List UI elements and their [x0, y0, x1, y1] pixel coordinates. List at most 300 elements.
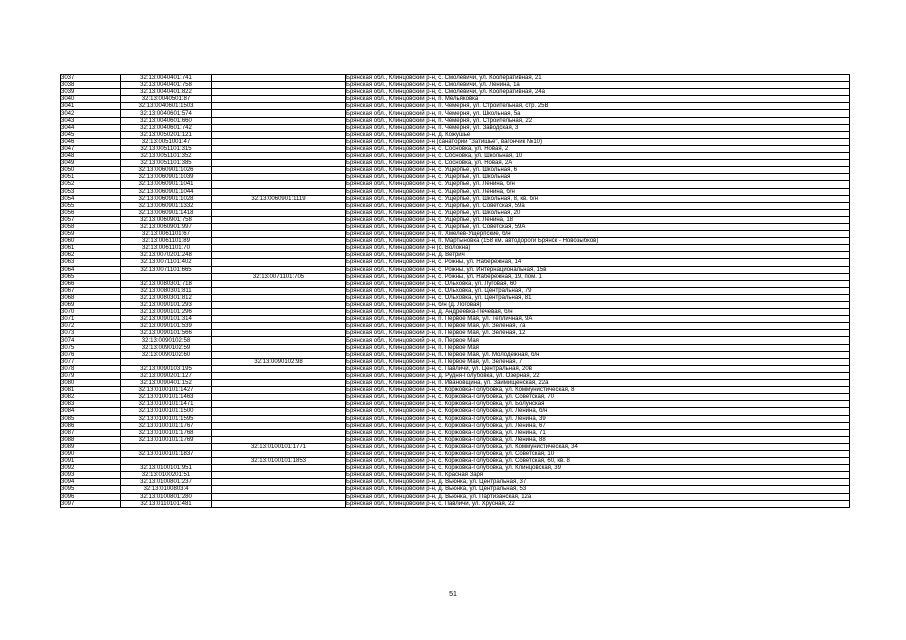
address-cell: Брянская обл., Клинцовский р-н, с. Сосновка, ул. Школьная, 10 [346, 153, 850, 160]
table-row [61, 472, 850, 479]
address-cell: Брянская обл., Клинцовский р-н, с. Коржовка-Голубовка, ул. Советская, 70 [346, 394, 850, 401]
address-cell: Брянская обл., Клинцовский р-н, с. Коржовка-Голубовка, ул. Болунская [346, 401, 850, 408]
object-cadastral-number-cell [212, 280, 346, 287]
object-cadastral-number-cell [212, 500, 346, 507]
table-row [61, 337, 850, 344]
object-cadastral-number-cell [212, 422, 346, 429]
row-number-cell: 3040 [61, 96, 121, 103]
row-number-cell: 3088 [61, 436, 121, 443]
cadastral-number-cell [121, 458, 212, 465]
object-cadastral-number-cell [212, 302, 346, 309]
address-cell: Брянская обл., Клинцовский р-н, с. Коржовка-Голубовка, ул. Ленина, 39 [346, 415, 850, 422]
table-row [61, 465, 850, 472]
table-row [61, 153, 850, 160]
address-cell: Брянская обл., Клинцовский р-н, с. Ольховка, ул. Центральная, 81 [346, 294, 850, 301]
object-cadastral-number-cell [212, 238, 346, 245]
table-row [61, 273, 850, 280]
table-row [61, 202, 850, 209]
row-number-cell: 3077 [61, 358, 121, 365]
table-row [61, 323, 850, 330]
cadastral-number-cell: 32:13:0090101:566 [121, 330, 212, 337]
cadastral-number-cell [121, 358, 212, 365]
object-cadastral-number-cell [212, 188, 346, 195]
table-row [61, 124, 850, 131]
table-row [61, 174, 850, 181]
table-row [61, 429, 850, 436]
address-cell: Брянская обл., Клинцовский р-н, п. Хмелев-Ущерпские, б/н [346, 231, 850, 238]
table-row [61, 280, 850, 287]
table-row [61, 287, 850, 294]
cadastral-number-cell: 32:13:0071101:665 [121, 266, 212, 273]
object-cadastral-number-cell [212, 351, 346, 358]
address-cell: Брянская обл., Клинцовский р-н, с. Ущерпье, ул. Ленина, 18 [346, 216, 850, 223]
address-cell: Брянская обл., Клинцовский р-н, с. Ущерпье, ул. Советская, 59А [346, 223, 850, 230]
row-number-cell: 3092 [61, 465, 121, 472]
object-cadastral-number-cell [212, 96, 346, 103]
cadastral-number-cell [121, 273, 212, 280]
cadastral-number-cell: 32:13:0090103:195 [121, 365, 212, 372]
row-number-cell: 3061 [61, 245, 121, 252]
object-cadastral-number-cell [212, 429, 346, 436]
row-number-cell: 3066 [61, 280, 121, 287]
object-cadastral-number-cell [212, 316, 346, 323]
row-number-cell: 3083 [61, 401, 121, 408]
object-cadastral-number-cell [212, 266, 346, 273]
address-cell: Брянская обл., Клинцовский р-н, д. Рудня-Голубовка, ул. Озерная, 22 [346, 372, 850, 379]
address-cell: Брянская обл., Клинцовский р-н, с. Смолевичи, ул. Кооперативная, 24а [346, 89, 850, 96]
address-cell: Брянская обл., Клинцовский р-н, п. Первое Мая, ул. Зеленая, 7 [346, 358, 850, 365]
table-row [61, 436, 850, 443]
row-number-cell: 3080 [61, 380, 121, 387]
table-row [61, 365, 850, 372]
cadastral-number-cell: 32:13:0090102:58 [121, 337, 212, 344]
table-row [61, 358, 850, 365]
address-cell: Брянская обл., Клинцовский р-н, с. Ольховка, ул. Луговая, 60 [346, 280, 850, 287]
cadastral-number-cell: 32:13:0071101:402 [121, 259, 212, 266]
object-cadastral-number-cell [212, 153, 346, 160]
cadastral-number-cell: 32:13:0050201:121 [121, 131, 212, 138]
table-row [61, 96, 850, 103]
row-number-cell: 3078 [61, 365, 121, 372]
address-cell: Брянская обл., Клинцовский р-н, д. Андреевка-Печевая, б/н [346, 309, 850, 316]
object-cadastral-number-cell [212, 223, 346, 230]
cadastral-number-cell: 32:13:0100101:1595 [121, 415, 212, 422]
address-cell: Брянская обл., Клинцовский р-н, п. Чемерня, ул. Заводская, 3 [346, 124, 850, 131]
address-cell: Брянская обл., Клинцовский р-н, с. Ущерпье, ул. Школьная [346, 174, 850, 181]
address-cell: Брянская обл., Клинцовский р-н (санаторий "Затишье", вагончик №10) [346, 138, 850, 145]
row-number-cell: 3046 [61, 138, 121, 145]
cadastral-number-cell: 32:13:0090101:296 [121, 309, 212, 316]
object-cadastral-number-cell: 32:13:0090102:98 [212, 358, 346, 365]
table-row [61, 216, 850, 223]
address-cell: Брянская обл., Клинцовский р-н, д. Кожушье [346, 131, 850, 138]
row-number-cell: 3072 [61, 323, 121, 330]
row-number-cell: 3082 [61, 394, 121, 401]
cadastral-number-cell: 32:13:0090102:59 [121, 344, 212, 351]
cadastral-number-cell: 32:13:0100101:1769 [121, 436, 212, 443]
cadastral-number-cell: 32:13:0061101:67 [121, 231, 212, 238]
row-number-cell: 3085 [61, 415, 121, 422]
cadastral-number-cell: 32:13:0061101:89 [121, 238, 212, 245]
address-cell: Брянская обл., Клинцовский р-н, п. Первое Мая, ул. Зеленая, 7а [346, 323, 850, 330]
address-cell: Брянская обл., Клинцовский р-н, б/н (д. Логовая) [346, 302, 850, 309]
table-row [61, 443, 850, 450]
address-cell: Брянская обл., Клинцовский р-н, с. Павличи, ул. Центральная, 20в [346, 365, 850, 372]
object-cadastral-number-cell [212, 216, 346, 223]
cadastral-number-cell: 32:13:0100201:51 [121, 472, 212, 479]
cadastral-number-cell: 32:13:0070201:248 [121, 252, 212, 259]
table-row [61, 401, 850, 408]
address-cell: Брянская обл., Клинцовский р-н, п. Чемерня, ул. Строительная, 22 [346, 117, 850, 124]
address-cell: Брянская обл., Клинцовский р-н, д. Вьюнка, ул. Центральная, 53 [346, 486, 850, 493]
cadastral-number-cell: 32:13:0090101:314 [121, 316, 212, 323]
row-number-cell: 3051 [61, 174, 121, 181]
object-cadastral-number-cell [212, 380, 346, 387]
table-row [61, 138, 850, 145]
row-number-cell: 3050 [61, 167, 121, 174]
cadastral-number-cell: 32:13:0060901:1039 [121, 174, 212, 181]
row-number-cell: 3070 [61, 309, 121, 316]
cadastral-number-cell: 32:13:0090401:152 [121, 380, 212, 387]
address-cell: Брянская обл., Клинцовский р-н, п. Мартыновка (158 км. автодороги Брянск - Новозыбков) [346, 238, 850, 245]
object-cadastral-number-cell [212, 372, 346, 379]
row-number-cell: 3065 [61, 273, 121, 280]
row-number-cell: 3037 [61, 75, 121, 82]
object-cadastral-number-cell [212, 294, 346, 301]
table-row [61, 188, 850, 195]
object-cadastral-number-cell [212, 103, 346, 110]
cadastral-number-cell: 32:13:0040401:741 [121, 75, 212, 82]
address-cell: Брянская обл., Клинцовский р-н, с. Коржовка-Голубовка, ул. Клинцовская, 39 [346, 465, 850, 472]
row-number-cell: 3045 [61, 131, 121, 138]
table-row [61, 75, 850, 82]
cadastral-number-cell: 32:13:0090101:539 [121, 323, 212, 330]
cadastral-number-cell: 32:13:0040601:660 [121, 117, 212, 124]
row-number-cell: 3058 [61, 223, 121, 230]
cadastral-number-cell: 32:13:0040601:1503 [121, 103, 212, 110]
row-number-cell: 3071 [61, 316, 121, 323]
address-cell: Брянская обл., Клинцовский р-н, п. Ивановщина, ул. Займищенская, 22а [346, 380, 850, 387]
address-cell: Брянская обл., Клинцовский р-н, с. Коржовка-Голубовка, ул. Ленина, б/н [346, 408, 850, 415]
row-number-cell: 3063 [61, 259, 121, 266]
table-row [61, 181, 850, 188]
cadastral-number-cell: 32:13:0090201:127 [121, 372, 212, 379]
cadastral-number-cell: 32:13:0100101:951 [121, 465, 212, 472]
cadastral-number-cell: 32:13:0100803:4 [121, 486, 212, 493]
object-cadastral-number-cell [212, 337, 346, 344]
registry-table-body [61, 75, 850, 508]
row-number-cell: 3057 [61, 216, 121, 223]
object-cadastral-number-cell [212, 287, 346, 294]
cadastral-number-cell: 32:13:0080301:811 [121, 287, 212, 294]
object-cadastral-number-cell [212, 160, 346, 167]
object-cadastral-number-cell [212, 82, 346, 89]
cadastral-number-cell: 32:13:0051101:385 [121, 160, 212, 167]
table-row [61, 195, 850, 202]
object-cadastral-number-cell [212, 174, 346, 181]
table-row [61, 415, 850, 422]
object-cadastral-number-cell: 32:13:0060901:1119 [212, 195, 346, 202]
object-cadastral-number-cell [212, 436, 346, 443]
row-number-cell: 3059 [61, 231, 121, 238]
cadastral-number-cell: 32:13:0100801:280 [121, 493, 212, 500]
table-row [61, 252, 850, 259]
row-number-cell: 3091 [61, 458, 121, 465]
address-cell: Брянская обл., Клинцовский р-н, д. Вьюнка, ул. Партизанская, 12а [346, 493, 850, 500]
address-cell: Брянская обл., Клинцовский р-н, с. Коржовка-Голубовка, ул. Советская, 60, кв. 8 [346, 458, 850, 465]
row-number-cell: 3093 [61, 472, 121, 479]
address-cell: Брянская обл., Клинцовский р-н, п. Первое Мая [346, 337, 850, 344]
row-number-cell: 3064 [61, 266, 121, 273]
address-cell: Брянская обл., Клинцовский р-н, п. Красная Заря [346, 472, 850, 479]
address-cell: Брянская обл., Клинцовский р-н, с. Рожны, ул. Набережная, 14 [346, 259, 850, 266]
row-number-cell: 3074 [61, 337, 121, 344]
cadastral-number-cell: 32:13:0090102:60 [121, 351, 212, 358]
table-row [61, 103, 850, 110]
address-cell: Брянская обл., Клинцовский р-н, д. Вьюнка, ул. Центральная, 37 [346, 479, 850, 486]
object-cadastral-number-cell [212, 209, 346, 216]
table-row [61, 394, 850, 401]
address-cell: Брянская обл., Клинцовский р-н, с. Сосновка, ул. Новая, 2А [346, 160, 850, 167]
table-row [61, 450, 850, 457]
table-row [61, 117, 850, 124]
cadastral-number-cell [121, 443, 212, 450]
row-number-cell: 3052 [61, 181, 121, 188]
object-cadastral-number-cell [212, 330, 346, 337]
object-cadastral-number-cell [212, 117, 346, 124]
object-cadastral-number-cell [212, 110, 346, 117]
address-cell: Брянская обл., Клинцовский р-н, п. Первое Мая [346, 344, 850, 351]
row-number-cell: 3079 [61, 372, 121, 379]
registry-table [60, 74, 850, 508]
row-number-cell: 3096 [61, 493, 121, 500]
address-cell: Брянская обл., Клинцовский р-н, с. Ущерпье, ул. Школьная, 6 [346, 167, 850, 174]
object-cadastral-number-cell: 32:13:0100101:1853 [212, 458, 346, 465]
row-number-cell: 3047 [61, 145, 121, 152]
cadastral-number-cell: 32:13:0060901:1044 [121, 188, 212, 195]
object-cadastral-number-cell [212, 323, 346, 330]
object-cadastral-number-cell [212, 401, 346, 408]
cadastral-number-cell: 32:13:0060901:1332 [121, 202, 212, 209]
object-cadastral-number-cell [212, 167, 346, 174]
object-cadastral-number-cell [212, 387, 346, 394]
address-cell: Брянская обл., Клинцовский р-н, с. Ущерпье, ул. Ленина, б/н [346, 181, 850, 188]
address-cell: Брянская обл., Клинцовский р-н, с. Смолевичи, ул. Кооперативная, 21 [346, 75, 850, 82]
row-number-cell: 3054 [61, 195, 121, 202]
address-cell: Брянская обл., Клинцовский р-н, с. Рожны, ул. Интернациональная, 15в [346, 266, 850, 273]
address-cell: Брянская обл., Клинцовский р-н, с. Коржовка-Голубовка, ул. Советская, 10 [346, 450, 850, 457]
address-cell: Брянская обл., Клинцовский р-н, с. Ущерпье, ул. Советская, 59а [346, 202, 850, 209]
cadastral-number-cell: 32:13:0060901:1026 [121, 167, 212, 174]
address-cell: Брянская обл., Клинцовский р-н, п. Мельяковка [346, 96, 850, 103]
address-cell: Брянская обл., Клинцовский р-н, с. Коржовка-Голубовка, ул. Ленина, 88 [346, 436, 850, 443]
table-row [61, 160, 850, 167]
page-number: 51 [449, 591, 457, 598]
address-cell: Брянская обл., Клинцовский р-н, с. Коржовка-Голубовка, ул. Ленина, 71 [346, 429, 850, 436]
table-row [61, 131, 850, 138]
cadastral-number-cell: 32:13:0060901:758 [121, 216, 212, 223]
table-row [61, 372, 850, 379]
address-cell: Брянская обл., Клинцовский р-н, п. Чемерня, ул. Строительная, стр. 25В [346, 103, 850, 110]
cadastral-number-cell: 32:13:0100101:1837 [121, 450, 212, 457]
row-number-cell: 3048 [61, 153, 121, 160]
table-row [61, 408, 850, 415]
object-cadastral-number-cell [212, 365, 346, 372]
object-cadastral-number-cell [212, 124, 346, 131]
address-cell: Брянская обл., Клинцовский р-н, п. Первое Мая, ул. Тепличная, 9А [346, 316, 850, 323]
table-row [61, 302, 850, 309]
cadastral-number-cell: 32:13:0040401:822 [121, 89, 212, 96]
row-number-cell: 3069 [61, 302, 121, 309]
table-row [61, 309, 850, 316]
address-cell: Брянская обл., Клинцовский р-н, с. Рожны, ул. Набережная, 19, пом. 1 [346, 273, 850, 280]
object-cadastral-number-cell [212, 89, 346, 96]
object-cadastral-number-cell [212, 231, 346, 238]
object-cadastral-number-cell: 32:13:0071101:705 [212, 273, 346, 280]
object-cadastral-number-cell [212, 245, 346, 252]
row-number-cell: 3062 [61, 252, 121, 259]
object-cadastral-number-cell [212, 75, 346, 82]
object-cadastral-number-cell [212, 344, 346, 351]
object-cadastral-number-cell [212, 408, 346, 415]
table-row [61, 458, 850, 465]
table-row [61, 82, 850, 89]
row-number-cell: 3075 [61, 344, 121, 351]
row-number-cell: 3073 [61, 330, 121, 337]
address-cell: Брянская обл., Клинцовский р-н, с. Ущерпье, ул. Ленина, б/н [346, 188, 850, 195]
address-cell: Брянская обл., Клинцовский р-н, с. Ущерпье, ул. Школьная, 20 [346, 209, 850, 216]
row-number-cell: 3056 [61, 209, 121, 216]
object-cadastral-number-cell [212, 145, 346, 152]
object-cadastral-number-cell [212, 309, 346, 316]
address-cell: Брянская обл., Клинцовский р-н, п. Первое Мая, ул. Молодежная, б/н [346, 351, 850, 358]
address-cell: Брянская обл., Клинцовский р-н, п. Первое Мая, ул. Зеленая, 12 [346, 330, 850, 337]
address-cell: Брянская обл., Клинцовский р-н, с. Коржовка-Голубовка, ул. Коммунистическая, 8 [346, 387, 850, 394]
object-cadastral-number-cell [212, 394, 346, 401]
table-row [61, 266, 850, 273]
row-number-cell: 3067 [61, 287, 121, 294]
row-number-cell: 3097 [61, 500, 121, 507]
table-row [61, 479, 850, 486]
address-cell: Брянская обл., Клинцовский р-н, с. Ущерпье, ул. Школьная, 8, кв. б/н [346, 195, 850, 202]
cadastral-number-cell: 32:13:0100101:1463 [121, 394, 212, 401]
row-number-cell: 3049 [61, 160, 121, 167]
cadastral-number-cell: 32:13:0060901:1041 [121, 181, 212, 188]
row-number-cell: 3089 [61, 443, 121, 450]
cadastral-number-cell: 32:13:0060901:997 [121, 223, 212, 230]
table-row [61, 209, 850, 216]
cadastral-number-cell: 32:13:0040501:87 [121, 96, 212, 103]
object-cadastral-number-cell [212, 202, 346, 209]
row-number-cell: 3055 [61, 202, 121, 209]
cadastral-number-cell: 32:13:0040601:742 [121, 124, 212, 131]
row-number-cell: 3076 [61, 351, 121, 358]
row-number-cell: 3044 [61, 124, 121, 131]
table-row [61, 486, 850, 493]
table-row [61, 344, 850, 351]
cadastral-number-cell: 32:13:0080301:812 [121, 294, 212, 301]
object-cadastral-number-cell [212, 493, 346, 500]
row-number-cell: 3038 [61, 82, 121, 89]
row-number-cell: 3081 [61, 387, 121, 394]
cadastral-number-cell: 32:13:0060901:1418 [121, 209, 212, 216]
table-row [61, 500, 850, 507]
row-number-cell: 3043 [61, 117, 121, 124]
table-row [61, 351, 850, 358]
table-row [61, 167, 850, 174]
object-cadastral-number-cell [212, 479, 346, 486]
object-cadastral-number-cell [212, 252, 346, 259]
cadastral-number-cell: 32:13:0051001:47 [121, 138, 212, 145]
cadastral-number-cell: 32:13:0100101:1768 [121, 429, 212, 436]
table-row [61, 316, 850, 323]
cadastral-number-cell: 32:13:0051101:352 [121, 153, 212, 160]
row-number-cell: 3095 [61, 486, 121, 493]
table-row [61, 259, 850, 266]
row-number-cell: 3087 [61, 429, 121, 436]
row-number-cell: 3041 [61, 103, 121, 110]
object-cadastral-number-cell: 32:13:0100101:1771 [212, 443, 346, 450]
table-row [61, 145, 850, 152]
object-cadastral-number-cell [212, 131, 346, 138]
cadastral-number-cell: 32:13:0100101:1767 [121, 422, 212, 429]
row-number-cell: 3068 [61, 294, 121, 301]
row-number-cell: 3094 [61, 479, 121, 486]
cadastral-number-cell: 32:13:0080301:718 [121, 280, 212, 287]
address-cell: Брянская обл., Клинцовский р-н, с. Ольховка, ул. Центральная, 79 [346, 287, 850, 294]
table-row [61, 387, 850, 394]
cadastral-number-cell: 32:13:0061101:70 [121, 245, 212, 252]
table-row [61, 89, 850, 96]
object-cadastral-number-cell [212, 415, 346, 422]
row-number-cell: 3042 [61, 110, 121, 117]
address-cell: Брянская обл., Клинцовский р-н (с. Волокна) [346, 245, 850, 252]
cadastral-number-cell: 32:13:0040601:574 [121, 110, 212, 117]
table-row [61, 238, 850, 245]
table-row [61, 245, 850, 252]
row-number-cell: 3060 [61, 238, 121, 245]
object-cadastral-number-cell [212, 486, 346, 493]
address-cell: Брянская обл., Клинцовский р-н, д. Ветрич [346, 252, 850, 259]
address-cell: Брянская обл., Клинцовский р-н, с. Коржовка-Голубовка, ул. Коммунистическая, 34 [346, 443, 850, 450]
address-cell: Брянская обл., Клинцовский р-н, с. Смолевичи, ул. Ленина, 1а [346, 82, 850, 89]
table-row [61, 493, 850, 500]
row-number-cell: 3084 [61, 408, 121, 415]
address-cell: Брянская обл., Клинцовский р-н, п. Чемерня, ул. Школьная, 5а [346, 110, 850, 117]
cadastral-number-cell: 32:13:0060901:1028 [121, 195, 212, 202]
cadastral-number-cell: 32:13:0100801:237 [121, 479, 212, 486]
cadastral-number-cell: 32:13:0040401:758 [121, 82, 212, 89]
row-number-cell: 3039 [61, 89, 121, 96]
address-cell: Брянская обл., Клинцовский р-н, с. Коржовка-Голубовка, ул. Ленина, 67 [346, 422, 850, 429]
row-number-cell: 3086 [61, 422, 121, 429]
table-row [61, 422, 850, 429]
table-row [61, 294, 850, 301]
row-number-cell: 3090 [61, 450, 121, 457]
object-cadastral-number-cell [212, 259, 346, 266]
object-cadastral-number-cell [212, 181, 346, 188]
table-row [61, 231, 850, 238]
table-row [61, 380, 850, 387]
object-cadastral-number-cell [212, 450, 346, 457]
cadastral-number-cell: 32:13:0090101:293 [121, 302, 212, 309]
row-number-cell: 3053 [61, 188, 121, 195]
cadastral-number-cell: 32:13:0100101:1427 [121, 387, 212, 394]
cadastral-number-cell: 32:13:0051101:315 [121, 145, 212, 152]
cadastral-number-cell: 32:13:0100101:1471 [121, 401, 212, 408]
address-cell: Брянская обл., Клинцовский р-н, с. Павличи, ул. Хрусная, 22 [346, 500, 850, 507]
table-row [61, 223, 850, 230]
